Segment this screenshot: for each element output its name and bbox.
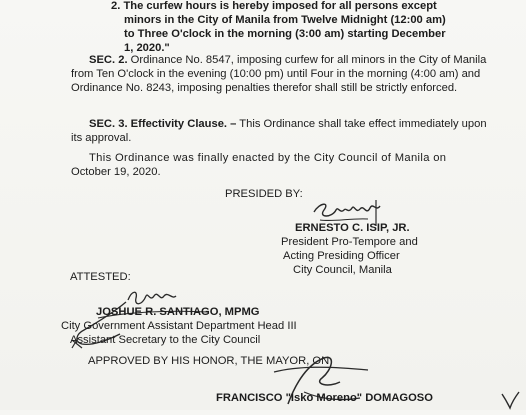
- secretary-block: [61, 305, 297, 347]
- section-2: [71, 53, 487, 95]
- presiding-officer-title-2: Acting Presiding Officer: [283, 250, 400, 262]
- mayor-name: [216, 391, 433, 405]
- enacted-line-1: This Ordinance was finally enacted by the City Council of Manila on: [89, 152, 447, 164]
- section-3-line-1: This Ordinance shall take effect immediately upon: [239, 118, 487, 130]
- enacted-paragraph: [71, 151, 447, 179]
- section-2-heading: SEC. 2.: [89, 54, 128, 66]
- item2-line-3: to Three O'clock in the morning (3:00 am) starting December: [124, 28, 446, 40]
- item2-line-1: 2. The curfew hours is hereby imposed for all persons except: [111, 0, 437, 12]
- section-3-line-2: its approval.: [71, 132, 132, 144]
- secretary-name: JOSHUE R. SANTIAGO, MPMG: [96, 306, 260, 318]
- section-2-line-2: from Ten O'clock in the evening (10:00 pm) until Four in the morning (4:00 am) and: [71, 68, 481, 80]
- section-3-heading: SEC. 3. Effectivity Clause. –: [89, 118, 237, 130]
- presiding-officer-block: [281, 221, 418, 277]
- secretary-title-2: Assistant Secretary to the City Council: [70, 334, 261, 346]
- check-mark-icon: [500, 390, 520, 410]
- section-2-line-3: Ordinance No. 8243, imposing penalties therefor shall still be strictly enforced.: [71, 82, 458, 94]
- presiding-officer-title-1: President Pro-Tempore and: [281, 236, 418, 248]
- secretary-title-1: City Government Assistant Department Head III: [61, 320, 297, 332]
- item2-line-4: 1, 2020.": [124, 42, 170, 54]
- section-3: [71, 117, 487, 145]
- presiding-officer-name: ERNESTO C. ISIP, JR.: [295, 222, 410, 234]
- approved-by-label: APPROVED BY HIS HONOR, THE MAYOR, ON: [88, 355, 330, 367]
- curfew-item-2: [111, 0, 446, 55]
- presiding-officer-title-3: City Council, Manila: [293, 264, 392, 276]
- mayor-name-text: FRANCISCO "Isko Moreno" DOMAGOSO: [216, 392, 433, 404]
- initial-mark: [500, 390, 520, 410]
- section-2-line-1: Ordinance No. 8547, imposing curfew for all minors in the City of Manila: [130, 54, 487, 66]
- enacted-line-2: October 19, 2020.: [71, 166, 161, 178]
- item2-line-2: minors in the City of Manila from Twelve Midnight (12:00 am): [124, 14, 446, 26]
- presided-by-label: PRESIDED BY:: [225, 188, 303, 200]
- attested-label: ATTESTED:: [70, 271, 131, 283]
